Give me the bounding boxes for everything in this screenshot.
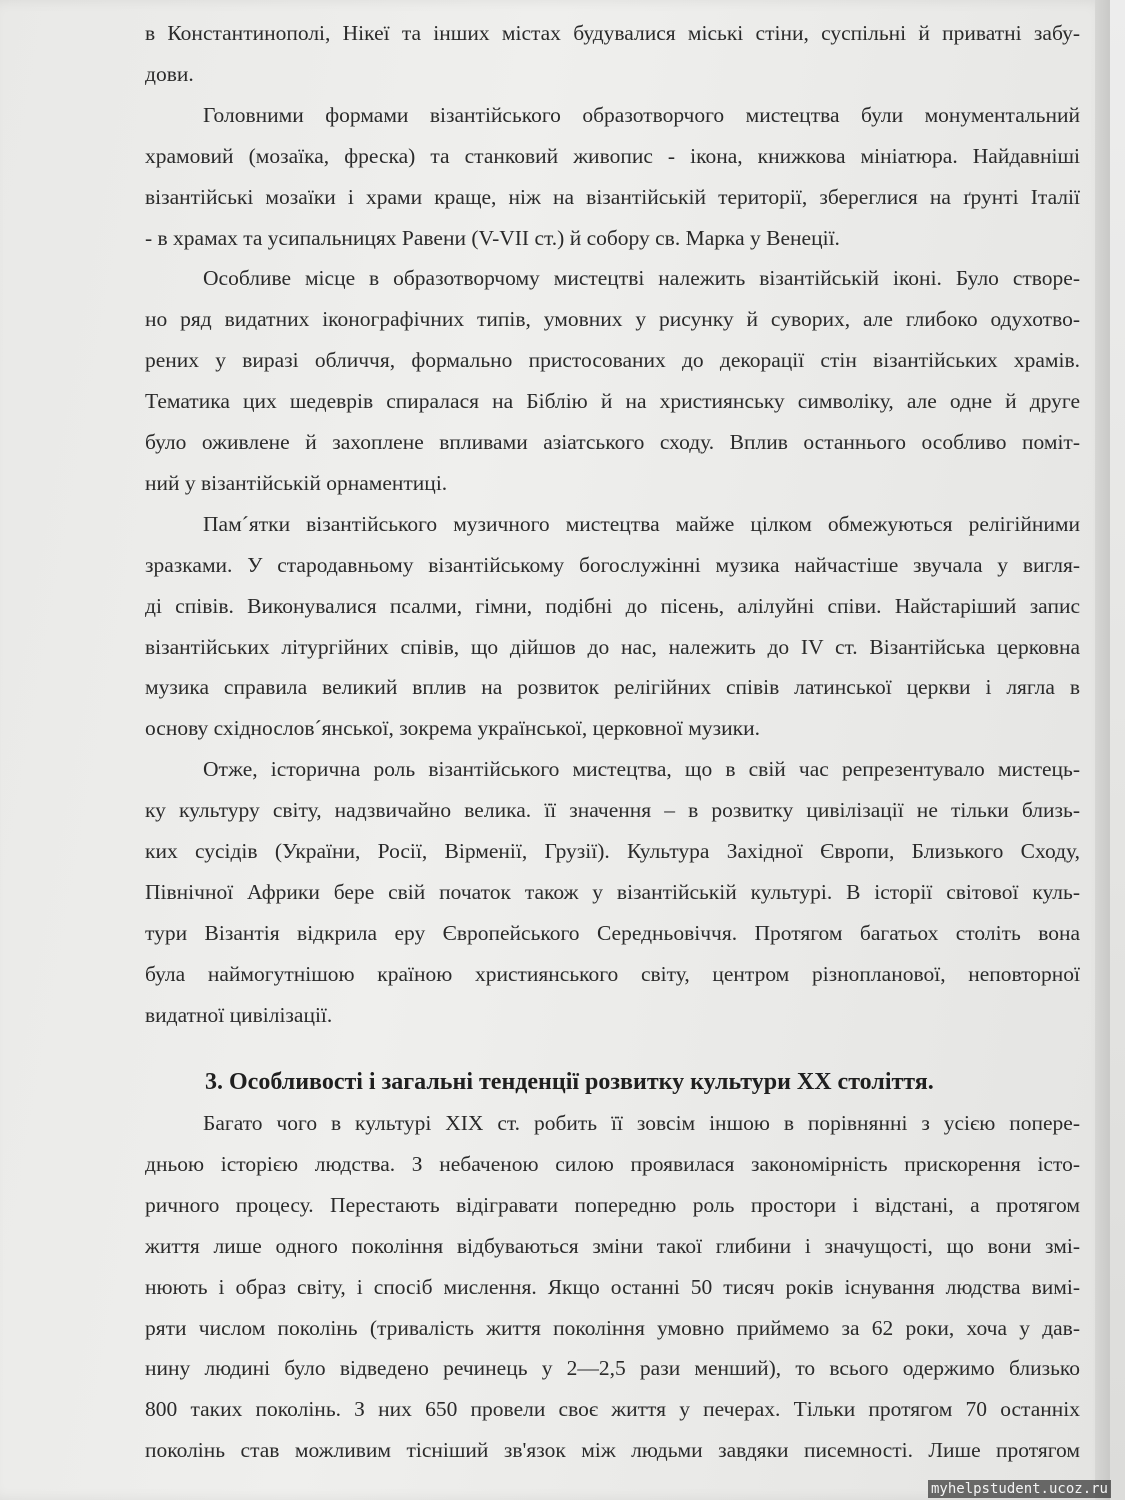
text-line: - в храмах та усипальницях Равени (V-VII ст.) й собору св. Марка у Венеції. <box>145 225 840 250</box>
text-line: Пам´ятки візантійського музичного мистецтва майже цілком обмежуються релігійними <box>203 511 1080 536</box>
text-line: Головними формами візантійського образотворчого мистецтва були монументальний <box>203 102 1080 127</box>
text-line: нюють і образ світу, і спосіб мислення. Якщо останні 50 тисяч років існування людства вимі- <box>145 1274 1080 1299</box>
text-line: візантійські мозаїки і храми краще, ніж на візантійській території, збереглися на ґрунті Італії <box>145 184 1080 209</box>
text-line: Тематика цих шедеврів спиралася на Біблію й на християнську символіку, але одне й друге <box>145 389 1080 414</box>
text-line: зразками. У стародавньому візантійському богослужінні музика найчастіше звучала у вигля- <box>145 552 1080 577</box>
text-line: тури Візантія відкрила еру Європейського Середньовіччя. Протягом багатьох століть вона <box>145 920 1080 945</box>
text-line: була наймогутнішою країною християнського світу, центром різнопланової, неповторної <box>145 961 1080 986</box>
text-line: ричного процесу. Перестають відігравати попередню роль простори і відстані, а протягом <box>145 1192 1080 1217</box>
text-line: дньою історією людства. З небаченою силою проявилася закономірність прискорення істо- <box>145 1151 1080 1176</box>
text-line: музика справила великий вплив на розвиток релігійних співів латинської церкви і лягла в <box>145 675 1080 700</box>
text-line: основу східнослов´янської, зокрема української, церковної музики. <box>145 716 760 741</box>
text-line: 800 таких поколінь. З них 650 провели своє життя у печерах. Тільки протягом 70 останніх <box>145 1397 1080 1422</box>
text-line: було оживлене й захоплене впливами азіатського сходу. Вплив останнього особливо поміт- <box>145 430 1080 454</box>
section-heading: 3. Особливості і загальні тенденції розвитку культури XX століття. <box>205 1069 934 1095</box>
text-line: Багато чого в культурі XIX ст. робить її зовсім іншою в порівнянні з усією попере- <box>203 1111 1080 1135</box>
text-line: ку культуру світу, надзвичайно велика. її значення – в розвитку цивілізації не тільки близь- <box>145 798 1080 823</box>
text-line: рених у виразі обличчя, формально пристосованих до декорації стін візантійських храмів. <box>145 348 1080 373</box>
text-line: поколінь став можливим тісніший зв'язок між людьми завдяки писемності. Лише протягом <box>145 1438 1080 1463</box>
watermark: myhelpstudent.ucoz.ru <box>928 1480 1111 1498</box>
text-line: но ряд видатних іконографічних типів, умовних у рисунку й суворих, але глибоко одухотво- <box>145 307 1080 332</box>
text-line: храмовий (мозаїка, фреска) та станковий живопис - ікона, книжкова мініатюра. Найдавніші <box>145 143 1080 168</box>
text-line: Особливе місце в образотворчому мистецтві належить візантійській іконі. Було створе- <box>203 266 1080 291</box>
text-line: візантійських літургійних співів, що дійшов до нас, належить до IV ст. Візантійська церковна <box>145 634 1080 659</box>
text-line: Північної Африки бере свій початок також у візантійській культурі. В історії світової куль- <box>145 879 1080 904</box>
text-line: життя лише одного покоління відбуваються зміни такої глибини і значущості, що вони змі- <box>145 1233 1080 1258</box>
text-line: ді співів. Виконувалися псалми, гімни, подібні до пісень, алілуйні співи. Найстаріший запис <box>145 593 1080 618</box>
text-line: нину людині було відведено речинець у 2—2,5 рази менший), то всього одержимо близько <box>145 1356 1080 1381</box>
text-line: ряти числом поколінь (тривалість життя покоління умовно приймемо за 62 роки, хоча у дав- <box>145 1315 1080 1340</box>
page-edge <box>1095 0 1110 1500</box>
text-line: Отже, історична роль візантійського мистецтва, що в свій час репрезентувало мистець- <box>203 757 1080 782</box>
text-line: дови. <box>145 61 194 86</box>
text-line: в Константинополі, Нікеї та інших містах будувалися міські стіни, суспільні й приватні забу- <box>145 21 1080 45</box>
text-line: видатної цивілізації. <box>145 1002 333 1027</box>
text-line: ких сусідів (України, Росії, Вірменії, Грузії). Культура Західної Європи, Близького Сходу, <box>145 839 1080 863</box>
text-line: ний у візантійській орнаментиці. <box>145 470 448 495</box>
